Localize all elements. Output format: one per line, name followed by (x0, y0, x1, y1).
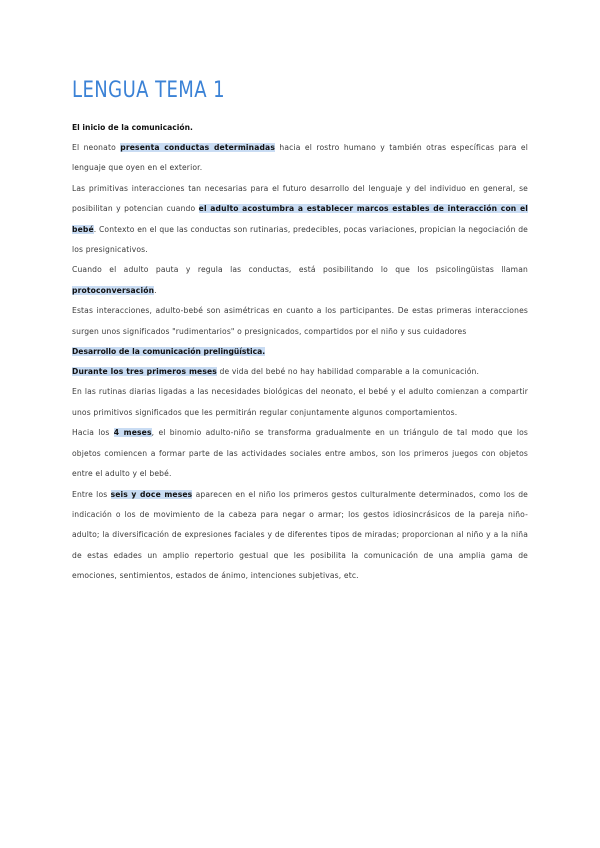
paragraph-text: Hacia los (72, 428, 114, 438)
paragraph-2 (72, 179, 528, 261)
paragraph-text: hacia el rostro humano y también otras específicas para el lenguaje que oyen en el exterior. (72, 143, 529, 173)
paragraph-3 (72, 260, 528, 301)
paragraph-7 (72, 423, 528, 484)
paragraph-6: En las rutinas diarias ligadas a las necesidades biológicas del neonato, el bebé y el adulto comienzan a compartir unos primitivos significados que les permitirán regular conjuntamente algunos comportamientos. (72, 387, 528, 417)
paragraph-text: Cuando el adulto pauta y regula las conductas, está posibilitando lo que los psicolingüistas llaman (72, 265, 528, 275)
paragraph-4: Estas interacciones, adulto-bebé son asimétricas en cuanto a los participantes. De estas primeras interacciones surgen unos significados "rudimentarios" o presignicados, compartidos por el niño y sus cuidadores (72, 306, 528, 336)
paragraph-8 (72, 485, 528, 587)
paragraph-text: . Contexto en el que las conductas son rutinarias, predecibles, pocas variaciones, propician la negociación de los presignicativos. (72, 224, 528, 255)
paragraph-text: Entre los (72, 489, 111, 499)
highlighted-text: Desarrollo de la comunicación prelingüística. (72, 347, 266, 357)
paragraph-text: aparecen en el niño los primeros gestos culturalmente determinados, como los de indicación o los de movimiento de la cabeza para negar o armar; los gestos idiosincrásicos de la pareja niño-adulto; la diversificación de expresiones faciales y de diferentes tipos de miradas; proporcionan al niño y a la niña de estas edades un amplio repertorio gestual que les posibilita la comunicación de una amplia gama de emociones, sentimientos, estados de ánimo, intenciones subjetivas, etc. (72, 489, 528, 581)
highlighted-text: 4 meses (113, 428, 152, 438)
paragraph-text: de vida del bebé no hay habilidad comparable a la comunicación. (216, 367, 480, 377)
page-title: LENGUA TEMA 1 (72, 78, 226, 103)
paragraph-text: . (154, 285, 157, 295)
document-page (72, 76, 528, 587)
paragraph-text: Las primitivas interacciones tan necesarias para el futuro desarrollo del lenguaje y del individuo en general, se posibilitan y potencian cuando (72, 183, 528, 214)
paragraph-5 (72, 362, 528, 382)
paragraph-text: El neonato (72, 143, 121, 152)
highlighted-text: el adulto acostumbra a establecer marcos estables de interacción con el bebé (72, 204, 528, 234)
highlighted-text: seis y doce meses (110, 489, 193, 499)
paragraph-1 (72, 138, 528, 179)
paragraph-text: , el binomio adulto-niño se transforma gradualmente en un triángulo de tal modo que los objetos comiencen a formar parte de las actividades sociales entre ambos, son los primeros juegos con objetos entre el adulto y el bebé. (72, 428, 529, 479)
section-heading-prelinguistica (72, 342, 528, 362)
highlighted-text: presenta conductas determinadas (120, 143, 275, 152)
highlighted-text: Durante los tres primeros meses (72, 367, 217, 377)
highlighted-text: protoconversación (72, 285, 155, 295)
section-heading-inicio: El inicio de la comunicación. (72, 123, 193, 132)
